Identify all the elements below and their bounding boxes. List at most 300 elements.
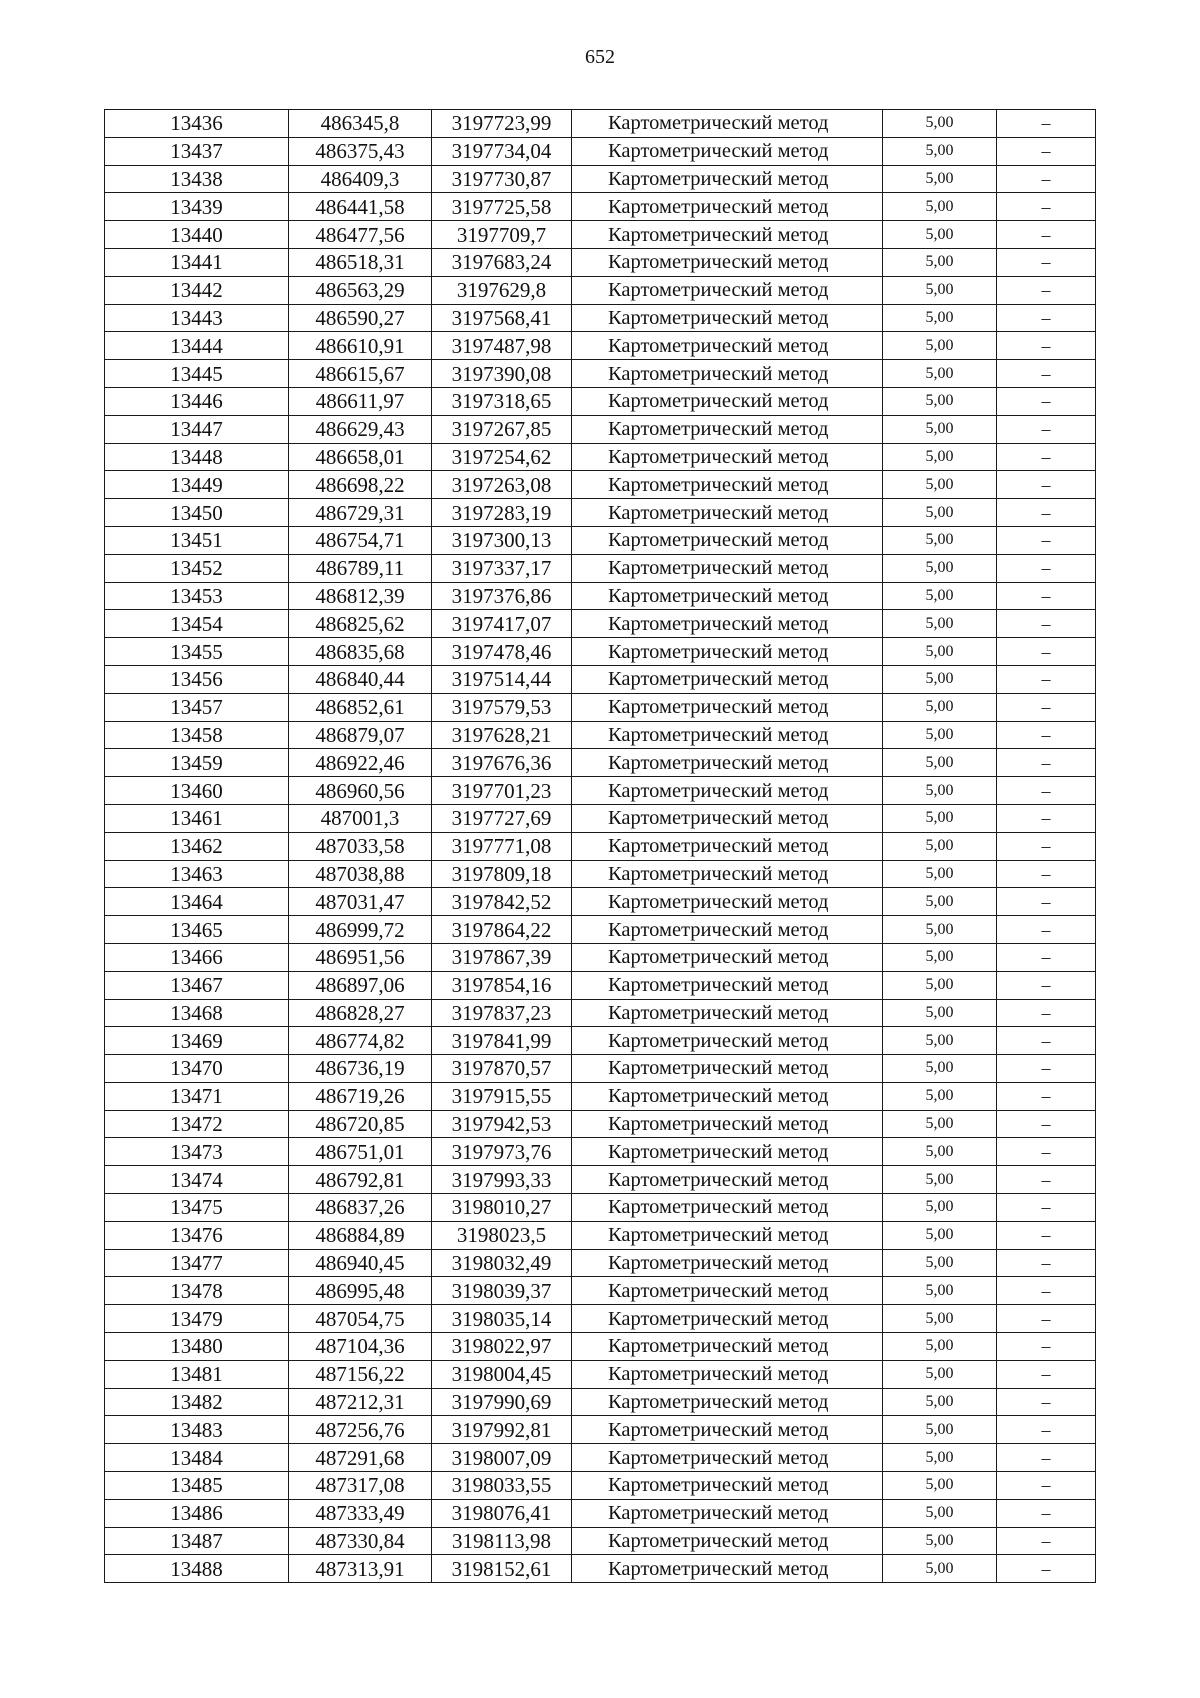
table-row xyxy=(105,1388,1096,1416)
precision-cell: 5,00 xyxy=(883,832,997,860)
note-cell: – xyxy=(997,443,1096,471)
x-coordinate-cell: 486629,43 xyxy=(289,415,432,443)
y-coordinate-cell: 3197254,62 xyxy=(432,443,572,471)
point-number-cell: 13460 xyxy=(105,777,289,805)
precision-cell: 5,00 xyxy=(883,193,997,221)
note-cell: – xyxy=(997,415,1096,443)
x-coordinate-cell: 486610,91 xyxy=(289,332,432,360)
note-cell: – xyxy=(997,1333,1096,1361)
method-cell: Картометрический метод xyxy=(572,582,883,610)
precision-cell: 5,00 xyxy=(883,276,997,304)
method-cell: Картометрический метод xyxy=(572,554,883,582)
method-cell: Картометрический метод xyxy=(572,1249,883,1277)
point-number-cell: 13444 xyxy=(105,332,289,360)
table-row xyxy=(105,582,1096,610)
note-cell: – xyxy=(997,610,1096,638)
note-cell: – xyxy=(997,1249,1096,1277)
table-row xyxy=(105,777,1096,805)
method-cell: Картометрический метод xyxy=(572,665,883,693)
method-cell: Картометрический метод xyxy=(572,1277,883,1305)
precision-cell: 5,00 xyxy=(883,248,997,276)
point-number-cell: 13473 xyxy=(105,1138,289,1166)
precision-cell: 5,00 xyxy=(883,665,997,693)
method-cell: Картометрический метод xyxy=(572,1388,883,1416)
note-cell: – xyxy=(997,1082,1096,1110)
method-cell: Картометрический метод xyxy=(572,1499,883,1527)
note-cell: – xyxy=(997,554,1096,582)
point-number-cell: 13482 xyxy=(105,1388,289,1416)
method-cell: Картометрический метод xyxy=(572,360,883,388)
y-coordinate-cell: 3197723,99 xyxy=(432,110,572,138)
table-row xyxy=(105,665,1096,693)
precision-cell: 5,00 xyxy=(883,1277,997,1305)
table-row xyxy=(105,193,1096,221)
y-coordinate-cell: 3198022,97 xyxy=(432,1333,572,1361)
y-coordinate-cell: 3197568,41 xyxy=(432,304,572,332)
precision-cell: 5,00 xyxy=(883,804,997,832)
point-number-cell: 13478 xyxy=(105,1277,289,1305)
method-cell: Картометрический метод xyxy=(572,1055,883,1083)
x-coordinate-cell: 486590,27 xyxy=(289,304,432,332)
note-cell: – xyxy=(997,221,1096,249)
precision-cell: 5,00 xyxy=(883,554,997,582)
y-coordinate-cell: 3197993,33 xyxy=(432,1166,572,1194)
x-coordinate-cell: 486884,89 xyxy=(289,1221,432,1249)
point-number-cell: 13484 xyxy=(105,1444,289,1472)
x-coordinate-cell: 487031,47 xyxy=(289,888,432,916)
y-coordinate-cell: 3197734,04 xyxy=(432,137,572,165)
x-coordinate-cell: 487313,91 xyxy=(289,1555,432,1583)
precision-cell: 5,00 xyxy=(883,526,997,554)
x-coordinate-cell: 486774,82 xyxy=(289,1027,432,1055)
note-cell: – xyxy=(997,749,1096,777)
note-cell: – xyxy=(997,1499,1096,1527)
precision-cell: 5,00 xyxy=(883,749,997,777)
x-coordinate-cell: 486754,71 xyxy=(289,526,432,554)
note-cell: – xyxy=(997,1472,1096,1500)
y-coordinate-cell: 3197701,23 xyxy=(432,777,572,805)
table-row xyxy=(105,1527,1096,1555)
x-coordinate-cell: 487054,75 xyxy=(289,1305,432,1333)
point-number-cell: 13479 xyxy=(105,1305,289,1333)
table-row xyxy=(105,721,1096,749)
point-number-cell: 13472 xyxy=(105,1110,289,1138)
precision-cell: 5,00 xyxy=(883,1360,997,1388)
table-row xyxy=(105,165,1096,193)
precision-cell: 5,00 xyxy=(883,1333,997,1361)
x-coordinate-cell: 486837,26 xyxy=(289,1194,432,1222)
precision-cell: 5,00 xyxy=(883,610,997,638)
note-cell: – xyxy=(997,276,1096,304)
note-cell: – xyxy=(997,721,1096,749)
y-coordinate-cell: 3197842,52 xyxy=(432,888,572,916)
table-row xyxy=(105,888,1096,916)
note-cell: – xyxy=(997,804,1096,832)
y-coordinate-cell: 3197337,17 xyxy=(432,554,572,582)
y-coordinate-cell: 3197300,13 xyxy=(432,526,572,554)
point-number-cell: 13481 xyxy=(105,1360,289,1388)
table-row xyxy=(105,415,1096,443)
method-cell: Картометрический метод xyxy=(572,943,883,971)
y-coordinate-cell: 3197854,16 xyxy=(432,971,572,999)
table-row xyxy=(105,1499,1096,1527)
precision-cell: 5,00 xyxy=(883,1138,997,1166)
precision-cell: 5,00 xyxy=(883,1305,997,1333)
method-cell: Картометрический метод xyxy=(572,638,883,666)
table-row xyxy=(105,749,1096,777)
method-cell: Картометрический метод xyxy=(572,221,883,249)
method-cell: Картометрический метод xyxy=(572,110,883,138)
point-number-cell: 13486 xyxy=(105,1499,289,1527)
point-number-cell: 13441 xyxy=(105,248,289,276)
precision-cell: 5,00 xyxy=(883,221,997,249)
x-coordinate-cell: 486812,39 xyxy=(289,582,432,610)
y-coordinate-cell: 3197579,53 xyxy=(432,693,572,721)
point-number-cell: 13447 xyxy=(105,415,289,443)
table-row xyxy=(105,1166,1096,1194)
table-row xyxy=(105,638,1096,666)
x-coordinate-cell: 486345,8 xyxy=(289,110,432,138)
table-row xyxy=(105,1082,1096,1110)
x-coordinate-cell: 486736,19 xyxy=(289,1055,432,1083)
x-coordinate-cell: 486518,31 xyxy=(289,248,432,276)
y-coordinate-cell: 3197867,39 xyxy=(432,943,572,971)
y-coordinate-cell: 3197478,46 xyxy=(432,638,572,666)
precision-cell: 5,00 xyxy=(883,332,997,360)
method-cell: Картометрический метод xyxy=(572,1221,883,1249)
y-coordinate-cell: 3198004,45 xyxy=(432,1360,572,1388)
table-row xyxy=(105,1277,1096,1305)
x-coordinate-cell: 487317,08 xyxy=(289,1472,432,1500)
coordinates-table xyxy=(104,109,1096,1583)
precision-cell: 5,00 xyxy=(883,165,997,193)
method-cell: Картометрический метод xyxy=(572,276,883,304)
point-number-cell: 13461 xyxy=(105,804,289,832)
precision-cell: 5,00 xyxy=(883,387,997,415)
point-number-cell: 13485 xyxy=(105,1472,289,1500)
y-coordinate-cell: 3197864,22 xyxy=(432,916,572,944)
x-coordinate-cell: 486951,56 xyxy=(289,943,432,971)
precision-cell: 5,00 xyxy=(883,1472,997,1500)
note-cell: – xyxy=(997,332,1096,360)
x-coordinate-cell: 487256,76 xyxy=(289,1416,432,1444)
table-row xyxy=(105,1138,1096,1166)
point-number-cell: 13454 xyxy=(105,610,289,638)
x-coordinate-cell: 486960,56 xyxy=(289,777,432,805)
y-coordinate-cell: 3198039,37 xyxy=(432,1277,572,1305)
table-row xyxy=(105,1333,1096,1361)
point-number-cell: 13450 xyxy=(105,499,289,527)
y-coordinate-cell: 3197629,8 xyxy=(432,276,572,304)
x-coordinate-cell: 486792,81 xyxy=(289,1166,432,1194)
table-row xyxy=(105,387,1096,415)
x-coordinate-cell: 486720,85 xyxy=(289,1110,432,1138)
note-cell: – xyxy=(997,943,1096,971)
note-cell: – xyxy=(997,693,1096,721)
y-coordinate-cell: 3197730,87 xyxy=(432,165,572,193)
precision-cell: 5,00 xyxy=(883,137,997,165)
point-number-cell: 13446 xyxy=(105,387,289,415)
point-number-cell: 13470 xyxy=(105,1055,289,1083)
precision-cell: 5,00 xyxy=(883,1499,997,1527)
y-coordinate-cell: 3197915,55 xyxy=(432,1082,572,1110)
x-coordinate-cell: 486852,61 xyxy=(289,693,432,721)
precision-cell: 5,00 xyxy=(883,721,997,749)
method-cell: Картометрический метод xyxy=(572,1527,883,1555)
y-coordinate-cell: 3197841,99 xyxy=(432,1027,572,1055)
note-cell: – xyxy=(997,638,1096,666)
y-coordinate-cell: 3198076,41 xyxy=(432,1499,572,1527)
precision-cell: 5,00 xyxy=(883,1249,997,1277)
table-row xyxy=(105,526,1096,554)
point-number-cell: 13457 xyxy=(105,693,289,721)
point-number-cell: 13458 xyxy=(105,721,289,749)
y-coordinate-cell: 3197990,69 xyxy=(432,1388,572,1416)
x-coordinate-cell: 487333,49 xyxy=(289,1499,432,1527)
precision-cell: 5,00 xyxy=(883,1527,997,1555)
precision-cell: 5,00 xyxy=(883,443,997,471)
note-cell: – xyxy=(997,1221,1096,1249)
method-cell: Картометрический метод xyxy=(572,916,883,944)
note-cell: – xyxy=(997,860,1096,888)
table-row xyxy=(105,832,1096,860)
x-coordinate-cell: 487212,31 xyxy=(289,1388,432,1416)
table-row xyxy=(105,1194,1096,1222)
method-cell: Картометрический метод xyxy=(572,860,883,888)
precision-cell: 5,00 xyxy=(883,1055,997,1083)
y-coordinate-cell: 3197727,69 xyxy=(432,804,572,832)
method-cell: Картометрический метод xyxy=(572,1472,883,1500)
table-row xyxy=(105,110,1096,138)
y-coordinate-cell: 3197487,98 xyxy=(432,332,572,360)
note-cell: – xyxy=(997,387,1096,415)
x-coordinate-cell: 487038,88 xyxy=(289,860,432,888)
x-coordinate-cell: 486719,26 xyxy=(289,1082,432,1110)
method-cell: Картометрический метод xyxy=(572,1305,883,1333)
table-row xyxy=(105,943,1096,971)
table-row xyxy=(105,137,1096,165)
y-coordinate-cell: 3197376,86 xyxy=(432,582,572,610)
table-row xyxy=(105,860,1096,888)
table-row xyxy=(105,1055,1096,1083)
x-coordinate-cell: 486825,62 xyxy=(289,610,432,638)
x-coordinate-cell: 486828,27 xyxy=(289,999,432,1027)
point-number-cell: 13448 xyxy=(105,443,289,471)
method-cell: Картометрический метод xyxy=(572,804,883,832)
method-cell: Картометрический метод xyxy=(572,1416,883,1444)
x-coordinate-cell: 486658,01 xyxy=(289,443,432,471)
method-cell: Картометрический метод xyxy=(572,999,883,1027)
y-coordinate-cell: 3197683,24 xyxy=(432,248,572,276)
method-cell: Картометрический метод xyxy=(572,1138,883,1166)
x-coordinate-cell: 486441,58 xyxy=(289,193,432,221)
precision-cell: 5,00 xyxy=(883,1221,997,1249)
note-cell: – xyxy=(997,137,1096,165)
table-row xyxy=(105,1249,1096,1277)
table-row xyxy=(105,1444,1096,1472)
y-coordinate-cell: 3197725,58 xyxy=(432,193,572,221)
point-number-cell: 13483 xyxy=(105,1416,289,1444)
x-coordinate-cell: 487291,68 xyxy=(289,1444,432,1472)
method-cell: Картометрический метод xyxy=(572,1555,883,1583)
table-row xyxy=(105,304,1096,332)
y-coordinate-cell: 3198010,27 xyxy=(432,1194,572,1222)
y-coordinate-cell: 3198152,61 xyxy=(432,1555,572,1583)
method-cell: Картометрический метод xyxy=(572,721,883,749)
table-row xyxy=(105,1472,1096,1500)
precision-cell: 5,00 xyxy=(883,360,997,388)
point-number-cell: 13438 xyxy=(105,165,289,193)
x-coordinate-cell: 486615,67 xyxy=(289,360,432,388)
y-coordinate-cell: 3197263,08 xyxy=(432,471,572,499)
table-row xyxy=(105,471,1096,499)
note-cell: – xyxy=(997,1027,1096,1055)
table-row xyxy=(105,971,1096,999)
precision-cell: 5,00 xyxy=(883,693,997,721)
precision-cell: 5,00 xyxy=(883,1194,997,1222)
table-row xyxy=(105,248,1096,276)
precision-cell: 5,00 xyxy=(883,860,997,888)
x-coordinate-cell: 486477,56 xyxy=(289,221,432,249)
method-cell: Картометрический метод xyxy=(572,832,883,860)
note-cell: – xyxy=(997,165,1096,193)
x-coordinate-cell: 486999,72 xyxy=(289,916,432,944)
precision-cell: 5,00 xyxy=(883,999,997,1027)
point-number-cell: 13476 xyxy=(105,1221,289,1249)
x-coordinate-cell: 487033,58 xyxy=(289,832,432,860)
table-row xyxy=(105,499,1096,527)
precision-cell: 5,00 xyxy=(883,110,997,138)
precision-cell: 5,00 xyxy=(883,415,997,443)
y-coordinate-cell: 3197417,07 xyxy=(432,610,572,638)
note-cell: – xyxy=(997,471,1096,499)
point-number-cell: 13449 xyxy=(105,471,289,499)
point-number-cell: 13437 xyxy=(105,137,289,165)
point-number-cell: 13469 xyxy=(105,1027,289,1055)
precision-cell: 5,00 xyxy=(883,1110,997,1138)
y-coordinate-cell: 3197973,76 xyxy=(432,1138,572,1166)
x-coordinate-cell: 487330,84 xyxy=(289,1527,432,1555)
method-cell: Картометрический метод xyxy=(572,1194,883,1222)
note-cell: – xyxy=(997,1055,1096,1083)
method-cell: Картометрический метод xyxy=(572,415,883,443)
point-number-cell: 13451 xyxy=(105,526,289,554)
point-number-cell: 13455 xyxy=(105,638,289,666)
y-coordinate-cell: 3197514,44 xyxy=(432,665,572,693)
coordinates-table-body xyxy=(105,110,1096,1583)
method-cell: Картометрический метод xyxy=(572,888,883,916)
table-row xyxy=(105,1027,1096,1055)
note-cell: – xyxy=(997,193,1096,221)
method-cell: Картометрический метод xyxy=(572,971,883,999)
point-number-cell: 13463 xyxy=(105,860,289,888)
point-number-cell: 13477 xyxy=(105,1249,289,1277)
method-cell: Картометрический метод xyxy=(572,693,883,721)
x-coordinate-cell: 487156,22 xyxy=(289,1360,432,1388)
precision-cell: 5,00 xyxy=(883,1166,997,1194)
table-row xyxy=(105,1305,1096,1333)
table-row xyxy=(105,610,1096,638)
method-cell: Картометрический метод xyxy=(572,1110,883,1138)
y-coordinate-cell: 3197837,23 xyxy=(432,999,572,1027)
y-coordinate-cell: 3197283,19 xyxy=(432,499,572,527)
x-coordinate-cell: 486879,07 xyxy=(289,721,432,749)
note-cell: – xyxy=(997,304,1096,332)
precision-cell: 5,00 xyxy=(883,888,997,916)
point-number-cell: 13452 xyxy=(105,554,289,582)
point-number-cell: 13445 xyxy=(105,360,289,388)
point-number-cell: 13440 xyxy=(105,221,289,249)
precision-cell: 5,00 xyxy=(883,499,997,527)
precision-cell: 5,00 xyxy=(883,1082,997,1110)
precision-cell: 5,00 xyxy=(883,1444,997,1472)
method-cell: Картометрический метод xyxy=(572,1082,883,1110)
y-coordinate-cell: 3197628,21 xyxy=(432,721,572,749)
precision-cell: 5,00 xyxy=(883,1416,997,1444)
point-number-cell: 13480 xyxy=(105,1333,289,1361)
y-coordinate-cell: 3197676,36 xyxy=(432,749,572,777)
note-cell: – xyxy=(997,1527,1096,1555)
note-cell: – xyxy=(997,499,1096,527)
method-cell: Картометрический метод xyxy=(572,165,883,193)
table-row xyxy=(105,1555,1096,1583)
note-cell: – xyxy=(997,248,1096,276)
table-row xyxy=(105,554,1096,582)
y-coordinate-cell: 3197318,65 xyxy=(432,387,572,415)
precision-cell: 5,00 xyxy=(883,1388,997,1416)
method-cell: Картометрический метод xyxy=(572,304,883,332)
point-number-cell: 13464 xyxy=(105,888,289,916)
note-cell: – xyxy=(997,999,1096,1027)
y-coordinate-cell: 3198023,5 xyxy=(432,1221,572,1249)
x-coordinate-cell: 486789,11 xyxy=(289,554,432,582)
x-coordinate-cell: 486940,45 xyxy=(289,1249,432,1277)
table-row xyxy=(105,221,1096,249)
precision-cell: 5,00 xyxy=(883,582,997,610)
method-cell: Картометрический метод xyxy=(572,443,883,471)
note-cell: – xyxy=(997,1444,1096,1472)
note-cell: – xyxy=(997,1388,1096,1416)
point-number-cell: 13459 xyxy=(105,749,289,777)
y-coordinate-cell: 3198032,49 xyxy=(432,1249,572,1277)
y-coordinate-cell: 3197870,57 xyxy=(432,1055,572,1083)
note-cell: – xyxy=(997,1194,1096,1222)
table-row xyxy=(105,804,1096,832)
y-coordinate-cell: 3198033,55 xyxy=(432,1472,572,1500)
point-number-cell: 13443 xyxy=(105,304,289,332)
method-cell: Картометрический метод xyxy=(572,499,883,527)
note-cell: – xyxy=(997,1110,1096,1138)
note-cell: – xyxy=(997,971,1096,999)
y-coordinate-cell: 3197992,81 xyxy=(432,1416,572,1444)
point-number-cell: 13487 xyxy=(105,1527,289,1555)
y-coordinate-cell: 3197809,18 xyxy=(432,860,572,888)
point-number-cell: 13471 xyxy=(105,1082,289,1110)
point-number-cell: 13436 xyxy=(105,110,289,138)
y-coordinate-cell: 3197942,53 xyxy=(432,1110,572,1138)
table-row xyxy=(105,1221,1096,1249)
note-cell: – xyxy=(997,1555,1096,1583)
x-coordinate-cell: 486375,43 xyxy=(289,137,432,165)
point-number-cell: 13442 xyxy=(105,276,289,304)
table-row xyxy=(105,276,1096,304)
method-cell: Картометрический метод xyxy=(572,1333,883,1361)
note-cell: – xyxy=(997,888,1096,916)
table-row xyxy=(105,360,1096,388)
method-cell: Картометрический метод xyxy=(572,137,883,165)
table-row xyxy=(105,1360,1096,1388)
x-coordinate-cell: 486729,31 xyxy=(289,499,432,527)
